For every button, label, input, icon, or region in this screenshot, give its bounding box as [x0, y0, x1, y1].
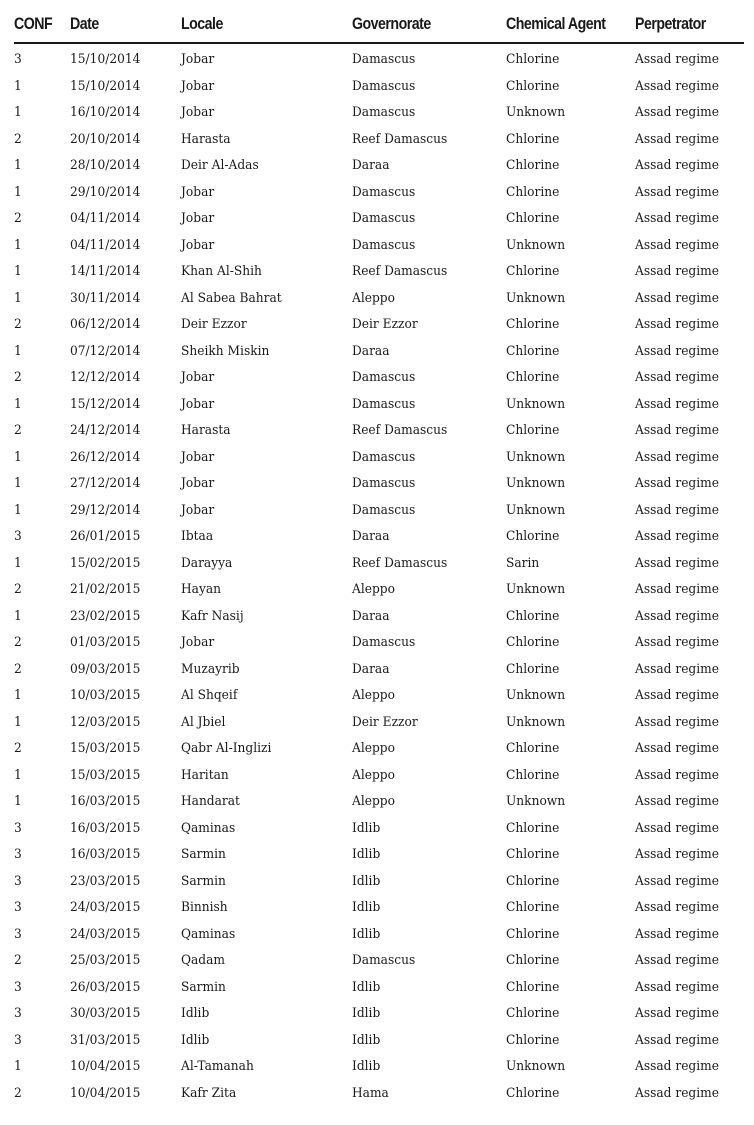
cell-perpetrator: Assad regime: [635, 396, 719, 412]
cell-locale: Sarmin: [181, 847, 226, 862]
cell-governorate: Aleppo: [352, 794, 395, 809]
cell-conf: 1: [14, 608, 22, 624]
table-row: [14, 817, 744, 844]
cell-governorate: Damascus: [352, 449, 416, 465]
cell-chemical-agent: Chlorine: [506, 343, 560, 359]
table-row: [14, 923, 744, 950]
cell-governorate: Reef Damascus: [352, 555, 448, 571]
cell-chemical-agent: Chlorine: [506, 78, 560, 94]
cell-locale: Jobar: [181, 52, 215, 67]
cell-chemical-agent: Chlorine: [506, 131, 560, 147]
cell-perpetrator: Assad regime: [635, 555, 719, 571]
cell-locale: Hayan: [181, 582, 222, 597]
cell-perpetrator: Assad regime: [635, 1006, 719, 1021]
cell-date: 26/12/2014: [70, 449, 141, 465]
table-row: [14, 472, 744, 499]
cell-chemical-agent: Chlorine: [506, 264, 560, 279]
cell-chemical-agent: Chlorine: [506, 820, 560, 836]
cell-locale: Jobar: [181, 476, 215, 491]
cell-conf: 3: [14, 820, 22, 836]
cell-date: 23/03/2015: [70, 873, 141, 889]
cell-chemical-agent: Unknown: [506, 449, 566, 465]
cell-governorate: Deir Ezzor: [352, 714, 418, 730]
cell-chemical-agent: Unknown: [506, 237, 566, 253]
cell-locale: Darayya: [181, 555, 233, 571]
cell-date: 04/11/2014: [70, 211, 141, 226]
cell-governorate: Idlib: [352, 979, 381, 995]
cell-date: 28/10/2014: [70, 158, 141, 173]
cell-conf: 1: [14, 105, 22, 120]
cell-locale: Jobar: [181, 78, 215, 94]
cell-locale: Qadam: [181, 953, 226, 968]
cell-perpetrator: Assad regime: [635, 131, 719, 147]
cell-conf: 1: [14, 714, 22, 730]
cell-governorate: Aleppo: [352, 290, 395, 306]
cell-perpetrator: Assad regime: [635, 635, 719, 650]
table-row: [14, 870, 744, 897]
cell-perpetrator: Assad regime: [635, 688, 719, 703]
cell-locale: Al Jbiel: [181, 714, 226, 730]
cell-conf: 3: [14, 1006, 22, 1021]
cell-governorate: Deir Ezzor: [352, 317, 418, 332]
table-row: [14, 366, 744, 393]
table-row: [14, 181, 744, 208]
table-row: [14, 631, 744, 658]
cell-governorate: Daraa: [352, 158, 390, 173]
cell-conf: 1: [14, 343, 22, 359]
cell-governorate: Daraa: [352, 529, 390, 544]
header-date: Date: [70, 15, 99, 33]
cell-date: 06/12/2014: [70, 317, 141, 332]
cell-date: 04/11/2014: [70, 237, 141, 253]
cell-conf: 2: [14, 317, 22, 332]
cell-chemical-agent: Chlorine: [506, 979, 560, 995]
cell-conf: 1: [14, 78, 22, 94]
cell-perpetrator: Assad regime: [635, 582, 719, 597]
cell-conf: 3: [14, 52, 22, 67]
cell-locale: Deir Al-Adas: [181, 158, 259, 173]
cell-perpetrator: Assad regime: [635, 423, 719, 438]
cell-conf: 1: [14, 396, 22, 412]
table-row: [14, 578, 744, 605]
cell-perpetrator: Assad regime: [635, 237, 719, 253]
cell-governorate: Idlib: [352, 1032, 381, 1048]
table-row: [14, 1082, 744, 1109]
cell-date: 27/12/2014: [70, 476, 141, 491]
cell-locale: Qaminas: [181, 926, 236, 942]
cell-locale: Idlib: [181, 1006, 210, 1021]
cell-date: 15/02/2015: [70, 555, 141, 571]
cell-conf: 3: [14, 529, 22, 544]
cell-locale: Sarmin: [181, 873, 226, 889]
cell-conf: 2: [14, 211, 22, 226]
cell-locale: Jobar: [181, 449, 215, 465]
cell-governorate: Aleppo: [352, 741, 395, 756]
cell-conf: 1: [14, 264, 22, 279]
cell-chemical-agent: Chlorine: [506, 767, 560, 783]
cell-locale: Jobar: [181, 635, 215, 650]
table-row: [14, 154, 744, 181]
cell-locale: Al Sabea Bahrat: [181, 290, 282, 306]
cell-date: 26/03/2015: [70, 979, 141, 995]
table-row: [14, 313, 744, 340]
cell-governorate: Damascus: [352, 396, 416, 412]
cell-conf: 2: [14, 953, 22, 968]
attacks-table: [14, 14, 744, 1108]
cell-chemical-agent: Unknown: [506, 794, 566, 809]
cell-governorate: Damascus: [352, 953, 416, 968]
cell-perpetrator: Assad regime: [635, 211, 719, 226]
cell-conf: 3: [14, 873, 22, 889]
cell-locale: Kafr Zita: [181, 1085, 237, 1101]
cell-perpetrator: Assad regime: [635, 343, 719, 359]
cell-locale: Harasta: [181, 423, 231, 438]
cell-perpetrator: Assad regime: [635, 476, 719, 491]
cell-conf: 1: [14, 502, 22, 518]
cell-governorate: Reef Damascus: [352, 131, 448, 147]
cell-date: 16/03/2015: [70, 794, 141, 809]
table-row: [14, 711, 744, 738]
cell-date: 16/03/2015: [70, 820, 141, 836]
header-perpetrator: Perpetrator: [635, 15, 706, 33]
table-row: [14, 1029, 744, 1056]
cell-conf: 1: [14, 767, 22, 783]
cell-locale: Sarmin: [181, 979, 226, 995]
table-body: [14, 48, 744, 1108]
cell-locale: Sheikh Miskin: [181, 343, 270, 359]
cell-locale: Jobar: [181, 396, 215, 412]
table-header: [14, 14, 744, 44]
cell-governorate: Reef Damascus: [352, 264, 448, 279]
cell-date: 24/12/2014: [70, 423, 141, 438]
cell-chemical-agent: Unknown: [506, 582, 566, 597]
cell-locale: Jobar: [181, 211, 215, 226]
table-row: [14, 525, 744, 552]
cell-date: 24/03/2015: [70, 926, 141, 942]
cell-perpetrator: Assad regime: [635, 317, 719, 332]
header-conf: CONF: [14, 15, 53, 33]
cell-conf: 3: [14, 926, 22, 942]
cell-chemical-agent: Chlorine: [506, 211, 560, 226]
cell-date: 16/10/2014: [70, 105, 141, 120]
cell-perpetrator: Assad regime: [635, 900, 719, 915]
cell-chemical-agent: Chlorine: [506, 635, 560, 650]
cell-chemical-agent: Chlorine: [506, 926, 560, 942]
cell-date: 15/03/2015: [70, 741, 141, 756]
cell-governorate: Damascus: [352, 211, 416, 226]
cell-chemical-agent: Chlorine: [506, 741, 560, 756]
cell-perpetrator: Assad regime: [635, 158, 719, 173]
cell-conf: 2: [14, 582, 22, 597]
cell-date: 15/10/2014: [70, 78, 141, 94]
table-row: [14, 976, 744, 1003]
cell-date: 12/12/2014: [70, 370, 141, 385]
table-row: [14, 393, 744, 420]
cell-perpetrator: Assad regime: [635, 290, 719, 306]
cell-conf: 1: [14, 237, 22, 253]
cell-perpetrator: Assad regime: [635, 661, 719, 677]
cell-date: 15/03/2015: [70, 767, 141, 783]
table-row: [14, 1055, 744, 1082]
cell-chemical-agent: Chlorine: [506, 1085, 560, 1101]
cell-locale: Jobar: [181, 502, 215, 518]
cell-locale: Al Shqeif: [181, 688, 238, 703]
table-row: [14, 419, 744, 446]
cell-chemical-agent: Chlorine: [506, 370, 560, 385]
cell-conf: 1: [14, 290, 22, 306]
cell-chemical-agent: Chlorine: [506, 1032, 560, 1048]
cell-governorate: Idlib: [352, 1006, 381, 1021]
cell-locale: Haritan: [181, 767, 229, 783]
cell-perpetrator: Assad regime: [635, 979, 719, 995]
cell-locale: Ibtaa: [181, 529, 214, 544]
cell-date: 30/03/2015: [70, 1006, 141, 1021]
cell-conf: 1: [14, 794, 22, 809]
cell-date: 16/03/2015: [70, 847, 141, 862]
cell-conf: 1: [14, 476, 22, 491]
cell-date: 09/03/2015: [70, 661, 141, 677]
cell-chemical-agent: Unknown: [506, 290, 566, 306]
cell-governorate: Damascus: [352, 184, 416, 200]
cell-locale: Al-Tamanah: [181, 1059, 254, 1074]
cell-chemical-agent: Chlorine: [506, 873, 560, 889]
cell-locale: Kafr Nasij: [181, 608, 244, 624]
header-chemical-agent: Chemical Agent: [506, 15, 606, 33]
cell-date: 24/03/2015: [70, 900, 141, 915]
cell-conf: 1: [14, 1059, 22, 1074]
cell-governorate: Daraa: [352, 343, 390, 359]
cell-locale: Handarat: [181, 794, 240, 809]
table-row: [14, 896, 744, 923]
table-row: [14, 287, 744, 314]
cell-chemical-agent: Unknown: [506, 714, 566, 730]
table-row: [14, 499, 744, 526]
table-row: [14, 684, 744, 711]
table-row: [14, 101, 744, 128]
cell-chemical-agent: Unknown: [506, 1059, 566, 1074]
cell-perpetrator: Assad regime: [635, 926, 719, 942]
cell-governorate: Damascus: [352, 370, 416, 385]
cell-date: 12/03/2015: [70, 714, 141, 730]
cell-governorate: Hama: [352, 1085, 389, 1101]
cell-chemical-agent: Chlorine: [506, 423, 560, 438]
table-row: [14, 75, 744, 102]
cell-chemical-agent: Chlorine: [506, 847, 560, 862]
cell-conf: 1: [14, 449, 22, 465]
cell-date: 29/10/2014: [70, 184, 141, 200]
table-row: [14, 340, 744, 367]
cell-conf: 3: [14, 979, 22, 995]
table-row: [14, 446, 744, 473]
cell-date: 07/12/2014: [70, 343, 141, 359]
cell-conf: 2: [14, 1085, 22, 1101]
cell-chemical-agent: Chlorine: [506, 953, 560, 968]
cell-governorate: Damascus: [352, 502, 416, 518]
cell-conf: 2: [14, 423, 22, 438]
cell-chemical-agent: Chlorine: [506, 1006, 560, 1021]
cell-perpetrator: Assad regime: [635, 1085, 719, 1101]
cell-perpetrator: Assad regime: [635, 794, 719, 809]
cell-locale: Jobar: [181, 105, 215, 120]
cell-governorate: Idlib: [352, 820, 381, 836]
cell-conf: 1: [14, 184, 22, 200]
cell-governorate: Idlib: [352, 926, 381, 942]
cell-date: 26/01/2015: [70, 529, 141, 544]
cell-conf: 2: [14, 635, 22, 650]
header-locale: Locale: [181, 15, 223, 33]
table-row: [14, 1002, 744, 1029]
cell-date: 31/03/2015: [70, 1032, 141, 1048]
cell-perpetrator: Assad regime: [635, 1032, 719, 1048]
cell-governorate: Idlib: [352, 1059, 381, 1074]
table-row: [14, 207, 744, 234]
cell-locale: Qaminas: [181, 820, 236, 836]
table-row: [14, 605, 744, 632]
cell-perpetrator: Assad regime: [635, 184, 719, 200]
cell-date: 01/03/2015: [70, 635, 141, 650]
cell-date: 15/10/2014: [70, 52, 141, 67]
table-row: [14, 843, 744, 870]
table-row: [14, 790, 744, 817]
table-row: [14, 48, 744, 75]
cell-conf: 1: [14, 158, 22, 173]
cell-date: 25/03/2015: [70, 953, 141, 968]
cell-governorate: Aleppo: [352, 582, 395, 597]
cell-chemical-agent: Chlorine: [506, 661, 560, 677]
cell-governorate: Damascus: [352, 78, 416, 94]
cell-date: 20/10/2014: [70, 131, 141, 147]
cell-chemical-agent: Chlorine: [506, 184, 560, 200]
cell-conf: 3: [14, 847, 22, 862]
cell-governorate: Damascus: [352, 237, 416, 253]
cell-conf: 1: [14, 688, 22, 703]
cell-perpetrator: Assad regime: [635, 820, 719, 836]
cell-conf: 1: [14, 555, 22, 571]
cell-governorate: Damascus: [352, 105, 416, 120]
cell-conf: 2: [14, 131, 22, 147]
cell-date: 10/04/2015: [70, 1085, 141, 1101]
cell-perpetrator: Assad regime: [635, 449, 719, 465]
cell-governorate: Reef Damascus: [352, 423, 448, 438]
cell-perpetrator: Assad regime: [635, 714, 719, 730]
cell-chemical-agent: Chlorine: [506, 529, 560, 544]
cell-chemical-agent: Chlorine: [506, 900, 560, 915]
cell-perpetrator: Assad regime: [635, 741, 719, 756]
cell-date: 30/11/2014: [70, 290, 141, 306]
cell-governorate: Aleppo: [352, 767, 395, 783]
table-row: [14, 949, 744, 976]
cell-governorate: Aleppo: [352, 688, 395, 703]
cell-locale: Qabr Al-Inglizi: [181, 741, 272, 756]
cell-date: 15/12/2014: [70, 396, 141, 412]
cell-date: 23/02/2015: [70, 608, 141, 624]
cell-perpetrator: Assad regime: [635, 608, 719, 624]
table-row: [14, 128, 744, 155]
cell-perpetrator: Assad regime: [635, 52, 719, 67]
table-row: [14, 764, 744, 791]
cell-conf: 3: [14, 900, 22, 915]
cell-locale: Deir Ezzor: [181, 317, 247, 332]
cell-chemical-agent: Unknown: [506, 688, 566, 703]
cell-chemical-agent: Chlorine: [506, 317, 560, 332]
cell-date: 10/03/2015: [70, 688, 141, 703]
table-row: [14, 737, 744, 764]
cell-chemical-agent: Unknown: [506, 502, 566, 518]
cell-conf: 2: [14, 661, 22, 677]
cell-governorate: Damascus: [352, 52, 416, 67]
cell-chemical-agent: Chlorine: [506, 158, 560, 173]
cell-locale: Jobar: [181, 184, 215, 200]
header-governorate: Governorate: [352, 15, 431, 33]
cell-date: 29/12/2014: [70, 502, 141, 518]
table-row: [14, 260, 744, 287]
cell-perpetrator: Assad regime: [635, 264, 719, 279]
cell-locale: Idlib: [181, 1032, 210, 1048]
cell-perpetrator: Assad regime: [635, 847, 719, 862]
cell-locale: Binnish: [181, 900, 228, 915]
cell-chemical-agent: Unknown: [506, 476, 566, 491]
cell-locale: Harasta: [181, 131, 231, 147]
cell-locale: Jobar: [181, 237, 215, 253]
cell-governorate: Idlib: [352, 873, 381, 889]
cell-date: 10/04/2015: [70, 1059, 141, 1074]
cell-governorate: Daraa: [352, 661, 390, 677]
cell-date: 21/02/2015: [70, 582, 141, 597]
cell-perpetrator: Assad regime: [635, 105, 719, 120]
cell-perpetrator: Assad regime: [635, 370, 719, 385]
cell-governorate: Damascus: [352, 635, 416, 650]
cell-chemical-agent: Chlorine: [506, 52, 560, 67]
table-row: [14, 552, 744, 579]
cell-locale: Khan Al-Shih: [181, 264, 262, 279]
cell-governorate: Damascus: [352, 476, 416, 491]
cell-date: 14/11/2014: [70, 264, 141, 279]
cell-chemical-agent: Sarin: [506, 555, 540, 571]
cell-locale: Muzayrib: [181, 661, 240, 677]
cell-perpetrator: Assad regime: [635, 1059, 719, 1074]
cell-chemical-agent: Chlorine: [506, 608, 560, 624]
cell-perpetrator: Assad regime: [635, 873, 719, 889]
cell-chemical-agent: Unknown: [506, 105, 566, 120]
cell-perpetrator: Assad regime: [635, 78, 719, 94]
cell-governorate: Daraa: [352, 608, 390, 624]
cell-governorate: Idlib: [352, 900, 381, 915]
cell-governorate: Idlib: [352, 847, 381, 862]
table-row: [14, 658, 744, 685]
cell-perpetrator: Assad regime: [635, 767, 719, 783]
cell-conf: 2: [14, 370, 22, 385]
cell-perpetrator: Assad regime: [635, 502, 719, 518]
cell-locale: Jobar: [181, 370, 215, 385]
table-row: [14, 234, 744, 261]
cell-chemical-agent: Unknown: [506, 396, 566, 412]
cell-conf: 2: [14, 741, 22, 756]
cell-perpetrator: Assad regime: [635, 529, 719, 544]
cell-perpetrator: Assad regime: [635, 953, 719, 968]
cell-conf: 3: [14, 1032, 22, 1048]
